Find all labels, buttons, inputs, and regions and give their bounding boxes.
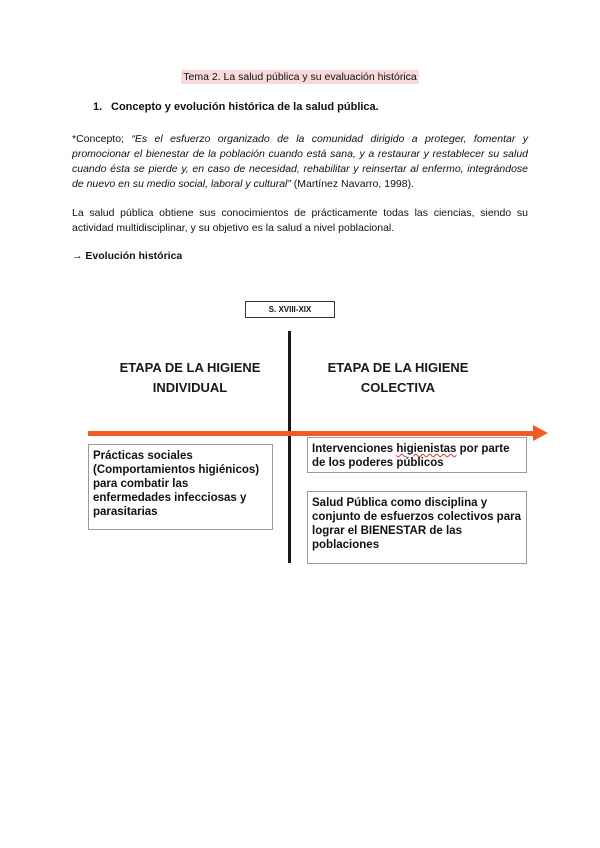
box-public-health-discipline: Salud Pública como disciplina y conjunto de esfuerzos colectivos para lograr el BIENESTAR de las poblaciones [307,491,527,564]
section-title: Concepto y evolución histórica de la salud pública. [111,101,379,113]
period-label: S. XVIII-XIX [245,301,335,318]
timeline-arrowhead-icon [533,425,548,441]
concept-citation: (Martínez Navarro, 1998). [290,178,415,190]
concept-quote: “Es el esfuerzo organizado de la comunidad dirigido a proteger, fomentar y promocionar el bienestar de la población cuando está sana, y a restaurar y restablecer su salud cuando ésta se pierde y, en caso de necesidad, rehabilitar y reinsertar al enfermo, integrándose de nuevo en su medio social, laboral y cultural” [72,133,528,190]
stage-individual-title [105,358,275,398]
concept-paragraph [72,132,528,192]
interventions-after: por parte de los poderes públicos [312,443,510,469]
interventions-flagged-word: higienistas [396,443,457,455]
stage-individual-line1: ETAPA DE LA HIGIENE [119,360,261,375]
stage-collective-line2: COLECTIVA [360,380,436,395]
stage-collective-title [308,358,488,398]
section-heading [93,101,379,113]
stage-individual-line2: INDIVIDUAL [152,380,228,395]
document-title [0,71,600,83]
document-title-text: Tema 2. La salud pública y su evaluación histórica [183,71,417,83]
timeline-divider [288,331,291,563]
public-health-paragraph: La salud pública obtiene sus conocimientos de prácticamente todas las ciencias, siendo su actividad multidisciplinar, y su objetivo es la salud a nivel poblacional. [72,207,528,234]
stage-collective-line1: ETAPA DE LA HIGIENE [327,360,469,375]
concept-prefix: *Concepto; [72,133,132,145]
section-number: 1. [93,101,103,113]
evolution-heading: → Evolución histórica [72,250,183,262]
timeline-arrow [88,431,534,436]
box-interventions [307,437,527,473]
box-social-practices: Prácticas sociales (Comportamientos higiénicos) para combatir las enfermedades infecciosas y parasitarias [88,444,273,530]
interventions-before: Intervenciones [312,443,397,455]
